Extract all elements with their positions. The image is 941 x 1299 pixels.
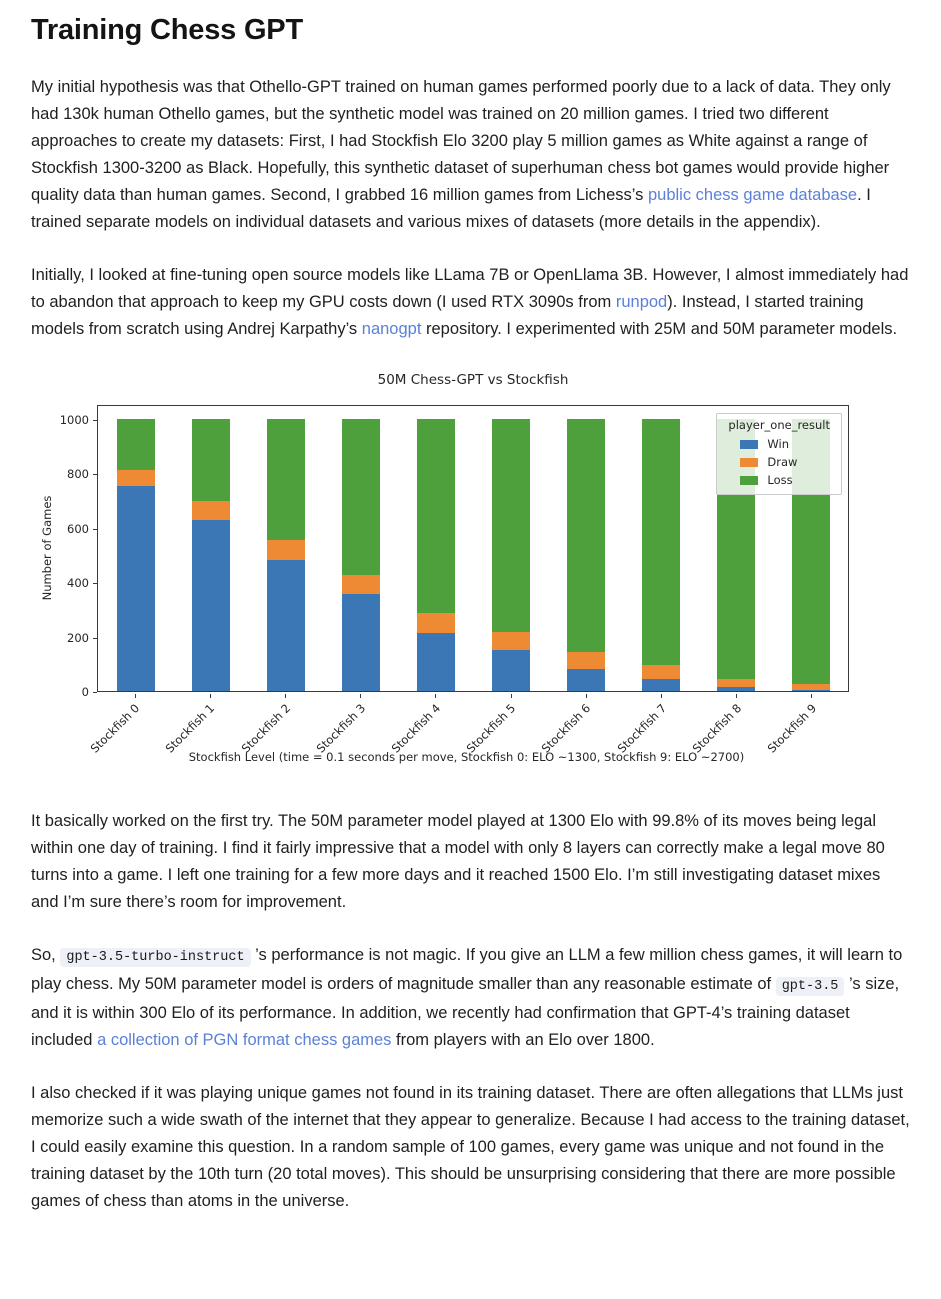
bar-stack [267,419,305,691]
bar-segment-win [192,520,230,691]
bar-segment-loss [342,419,380,575]
bar-segment-win [567,669,605,691]
x-tick-mark [811,694,812,698]
legend-row-win [726,435,832,453]
bar-segment-win [792,690,830,691]
bar-stack [117,419,155,691]
bar-slot-stockfish-2 [248,406,323,691]
x-tick-label: Stockfish 0 [87,701,143,756]
x-tick-label: Stockfish 8 [689,701,745,756]
text-run: ). Instead, I started training models from scratch using Andrej Karpathy’s [31,293,864,338]
article-content [0,14,941,1215]
bar-segment-loss [117,419,155,470]
chart-title: 50M Chess-GPT vs Stockfish [377,372,569,388]
legend-label: Win [767,437,790,451]
x-tick-mark [586,694,587,698]
y-tick-label: 800 [67,467,89,482]
legend-label: Draw [767,455,798,469]
y-tick-mark [93,583,97,584]
paragraph-5 [31,1080,910,1215]
inline-link[interactable]: a collection of PGN format chess games [97,1031,392,1049]
bar-segment-loss [267,419,305,540]
chart-x-axis-label: Stockfish Level (time = 0.1 seconds per move, Stockfish 0: ELO ~1300, Stockfish 9: ELO ~2700) [188,750,745,764]
chart-legend [716,413,842,495]
bar-slot-stockfish-1 [173,406,248,691]
bar-slot-stockfish-3 [323,406,398,691]
bar-segment-draw [192,501,230,521]
x-tick-label: Stockfish 6 [539,701,594,756]
bar-stack [567,419,605,691]
text-run: . I trained separate models on individual datasets and various mixes of datasets (more details in the appendix). [31,186,871,231]
y-tick-mark [93,529,97,530]
x-tick-mark [511,694,512,698]
bar-segment-draw [642,665,680,679]
legend-swatch-win [740,440,758,449]
x-tick-label: Stockfish 9 [764,701,820,756]
x-tick-mark [435,694,436,698]
bar-segment-win [717,687,755,691]
bar-segment-win [642,679,680,691]
x-tick-mark [135,694,136,698]
bar-segment-win [342,594,380,691]
y-tick-mark [93,420,97,421]
y-tick-mark [93,474,97,475]
paragraph-1 [31,74,910,236]
legend-row-draw [726,453,832,471]
bar-stack [642,419,680,691]
bar-segment-loss [642,419,680,665]
text-run: ’s size, and it is within 300 Elo of its performance. In addition, we recently had confirmation that GPT-4’s training dataset included [31,975,900,1049]
y-tick-label: 1000 [59,413,89,427]
x-tick-mark [210,694,211,698]
bar-stack [492,419,530,691]
text-run: It basically worked on the first try. The 50M parameter model played at 1300 Elo with 99.8% of its moves being legal within one day of training. I find it fairly impressive that a model with only 8 layers can correctly make a legal move 80 turns into a game. I left one training for a few more days and it reached 1500 Elo. I’m still investigating dataset mixes and I’m sure there’s room for improvement. [31,812,885,911]
bar-stack [417,419,455,691]
chart-legend-title: player_one_result [728,418,830,432]
text-run: repository. I experimented with 25M and 50M parameter models. [421,320,898,338]
bar-segment-draw [342,575,380,594]
bar-slot-stockfish-7 [623,406,698,691]
paragraph-3 [31,808,910,916]
bar-segment-draw [117,470,155,486]
bar-segment-draw [567,652,605,669]
y-tick-label: 600 [67,521,89,536]
y-tick-label: 400 [67,576,89,591]
bar-segment-draw [417,613,455,632]
bar-segment-loss [417,419,455,613]
x-tick-label: Stockfish 2 [238,701,293,756]
text-run: I also checked if it was playing unique games not found in its training dataset. There are often allegations that LLMs just memorize such a wide swath of the internet that they appear to generalize. Because I had access to the training dataset, I could easily examine this question. In a random sample of 100 games, every game was unique and not found in the training dataset by the 10th turn (20 total moves). This should be unsurprising considering that there are more possible games of chess than atoms in the universe. [31,1084,910,1210]
x-tick-mark [736,694,737,698]
bar-slot-stockfish-0 [98,406,173,691]
bar-segment-draw [267,540,305,560]
legend-label: Loss [767,473,793,487]
paragraph-2 [31,262,910,343]
inline-link[interactable]: nanogpt [361,320,422,338]
inline-code: gpt-3.5-turbo-instruct [60,948,250,967]
bar-segment-draw [492,632,530,650]
bar-segment-draw [717,679,755,687]
x-tick-label: Stockfish 5 [463,701,519,756]
text-run: ’s performance is not magic. If you give an LLM a few million chess games, it will learn to play chess. My 50M parameter model is orders of magnitude smaller than any reasonable estimate of [31,946,903,993]
x-tick-label: Stockfish 7 [614,701,669,756]
bar-slot-stockfish-5 [473,406,548,691]
text-run: from players with an Elo over 1800. [391,1031,655,1049]
inline-link[interactable]: runpod [615,293,668,311]
bar-segment-win [417,633,455,691]
chart-plot-area [97,405,849,692]
chart-figure [33,365,860,780]
bar-segment-loss [567,419,605,652]
x-tick-mark [285,694,286,698]
x-tick-label: Stockfish 1 [163,701,218,756]
y-tick-mark [93,638,97,639]
y-tick-mark [93,692,97,693]
y-tick-label: 200 [67,630,89,645]
bar-slot-stockfish-4 [398,406,473,691]
bar-segment-loss [492,419,530,632]
legend-row-loss [726,471,832,489]
inline-code: gpt-3.5 [776,977,845,996]
bar-segment-win [267,560,305,691]
bar-segment-win [117,486,155,691]
text-run: My initial hypothesis was that Othello-GPT trained on human games performed poorly due to a lack of data. They only had 130k human Othello games, but the synthetic model was trained on 20 million games. I tried two different approaches to create my datasets: First, I had Stockfish Elo 3200 play 5 million games as White against a range of Stockfish 1300-3200 as Black. Hopefully, this synthetic dataset of superhuman chess bot games would provide higher quality data than human games. Second, I grabbed 16 million games from Lichess’s [31,78,891,204]
x-tick-label: Stockfish 3 [313,701,369,756]
text-run: So, [31,946,61,964]
page-title: Training Chess GPT [31,14,303,46]
bar-stack [342,419,380,691]
legend-swatch-loss [740,476,758,485]
bar-segment-loss [192,419,230,501]
x-tick-mark [661,694,662,698]
legend-swatch-draw [740,458,758,467]
text-run: Initially, I looked at fine-tuning open source models like LLama 7B or OpenLlama 3B. However, I almost immediately had to abandon that approach to keep my GPU costs down (I used RTX 3090s from [31,266,909,311]
paragraph-4 [31,942,910,1054]
bar-segment-win [492,650,530,691]
inline-link[interactable]: public chess game database [647,186,858,204]
y-tick-label: 0 [81,685,89,699]
bar-slot-stockfish-6 [548,406,623,691]
chart-y-axis-label: Number of Games [40,495,54,601]
x-tick-label: Stockfish 4 [388,701,444,756]
bar-stack [192,419,230,691]
x-tick-mark [360,694,361,698]
